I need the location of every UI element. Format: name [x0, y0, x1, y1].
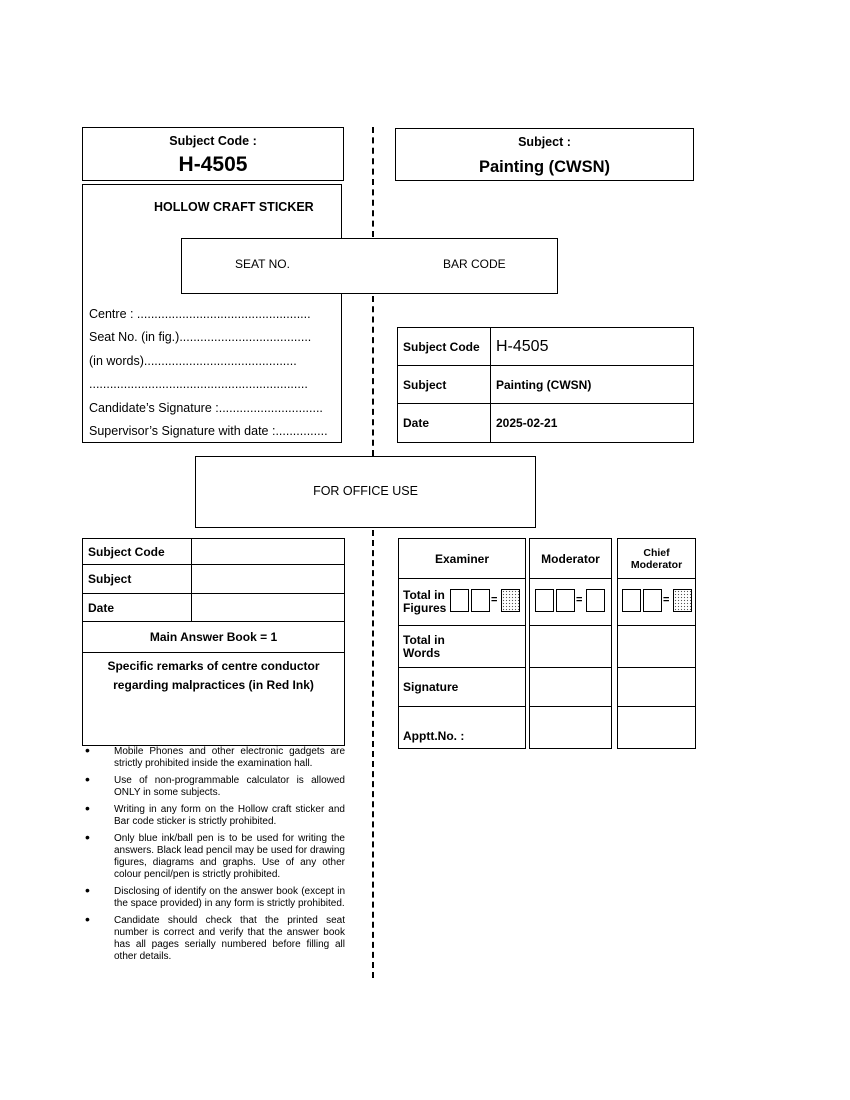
examiner-digit-box[interactable] [471, 589, 490, 612]
seat-no-label: SEAT NO. [235, 257, 290, 271]
details-table [397, 327, 694, 443]
moderator-column [529, 538, 612, 749]
moderator-signature-cell[interactable] [530, 668, 612, 707]
subject-code-box [82, 127, 344, 181]
chief-total-box[interactable] [673, 589, 692, 612]
equals-sign: = [663, 594, 670, 606]
subject-label: Subject : [518, 135, 571, 149]
list-item: • Candidate should check that the printed seat number is correct and verify that the answer book has all pages serially numbered before filling all other details. [85, 915, 345, 963]
details-date: 2025-02-21 [491, 404, 694, 443]
chief-words-cell[interactable] [618, 626, 696, 668]
chief-appt-cell[interactable] [618, 707, 696, 749]
subject-code-value: H-4505 [178, 153, 248, 176]
table-row [83, 622, 345, 653]
remarks-line-2: regarding malpractices (in Red Ink) [113, 678, 314, 692]
hollow-craft-sticker [82, 184, 342, 443]
list-item: • Only blue ink/ball pen is to be used for writing the answers. Black lead pencil may be used for drawing figures, diagrams and graphs. Use of any other colour pencil/pen is strictly prohibited. [85, 833, 345, 881]
center-dashed-divider [372, 296, 374, 456]
examiner-header: Examiner [399, 539, 526, 579]
table-row [83, 594, 345, 622]
table-row [398, 404, 694, 443]
details-subject-code: H-4505 [491, 328, 694, 366]
total-figures-label: Total in Figures [399, 579, 526, 626]
supervisor-signature-field: Supervisor’s Signature with date :............... [89, 424, 328, 438]
list-item: • Disclosing of identify on the answer book (except in the space provided) in any form is strictly prohibited. [85, 886, 345, 910]
moderator-words-cell[interactable] [530, 626, 612, 668]
subject-box [395, 128, 694, 181]
details-subject: Painting (CWSN) [491, 366, 694, 404]
centre-table-value[interactable] [192, 594, 345, 622]
office-use-box [195, 456, 536, 528]
table-row [83, 539, 345, 565]
examiner-digit-box[interactable] [450, 589, 469, 612]
centre-table-label: Subject [83, 565, 192, 594]
equals-sign: = [491, 594, 498, 606]
list-item: • Mobile Phones and other electronic gadgets are strictly prohibited inside the examination hall. [85, 746, 345, 770]
main-answer-book: Main Answer Book = 1 [83, 622, 345, 653]
sticker-title: HOLLOW CRAFT STICKER [154, 200, 314, 214]
chief-moderator-column [617, 538, 696, 749]
office-use-label: FOR OFFICE USE [313, 484, 418, 498]
moderator-appt-cell[interactable] [530, 707, 612, 749]
examiner-total-box[interactable] [501, 589, 520, 612]
remarks-cell[interactable] [83, 653, 345, 746]
table-row [83, 565, 345, 594]
centre-table-label: Date [83, 594, 192, 622]
center-dashed-divider [372, 127, 374, 237]
total-words-label: Total in Words [399, 626, 526, 668]
chief-digit-box[interactable] [622, 589, 641, 612]
moderator-digit-box[interactable] [556, 589, 575, 612]
chief-digit-box[interactable] [643, 589, 662, 612]
bar-code-label: BAR CODE [443, 257, 506, 271]
centre-table-value[interactable] [192, 565, 345, 594]
list-item: • Use of non-programmable calculator is allowed ONLY in some subjects. [85, 775, 345, 799]
sticker-fields [89, 307, 339, 442]
details-label: Subject [398, 366, 491, 404]
equals-sign: = [576, 594, 583, 606]
seat-no-words-field: (in words)............................................ [89, 354, 297, 368]
chief-signature-cell[interactable] [618, 668, 696, 707]
appt-no-label: Apptt.No. : [399, 707, 526, 749]
table-row [398, 328, 694, 366]
subject-code-label: Subject Code : [169, 134, 257, 148]
remarks-line-1: Specific remarks of centre conductor [107, 659, 320, 673]
centre-field: Centre : .................................................. [89, 307, 311, 321]
centre-table [82, 538, 345, 746]
moderator-digit-box[interactable] [535, 589, 554, 612]
moderator-total-box[interactable] [586, 589, 605, 612]
details-label: Subject Code [398, 328, 491, 366]
subject-name: Painting (CWSN) [478, 158, 611, 176]
seat-barcode-box [181, 238, 558, 294]
instructions-list [85, 746, 345, 968]
examiner-column [398, 538, 526, 749]
centre-table-label: Subject Code [83, 539, 192, 565]
moderator-header: Moderator [530, 539, 612, 579]
candidate-signature-field: Candidate’s Signature :.............................. [89, 401, 323, 415]
seat-no-words-continued: ............................................................... [89, 377, 308, 391]
grading-grid [398, 538, 696, 750]
chief-moderator-header: Chief Moderator [618, 539, 696, 579]
list-item: • Writing in any form on the Hollow craft sticker and Bar code sticker is strictly prohibited. [85, 804, 345, 828]
table-row [83, 653, 345, 746]
seat-no-fig-field: Seat No. (in fig.)...................................... [89, 330, 312, 344]
signature-label: Signature [399, 668, 526, 707]
table-row [398, 366, 694, 404]
center-dashed-divider [372, 530, 374, 978]
centre-table-value[interactable] [192, 539, 345, 565]
details-label: Date [398, 404, 491, 443]
